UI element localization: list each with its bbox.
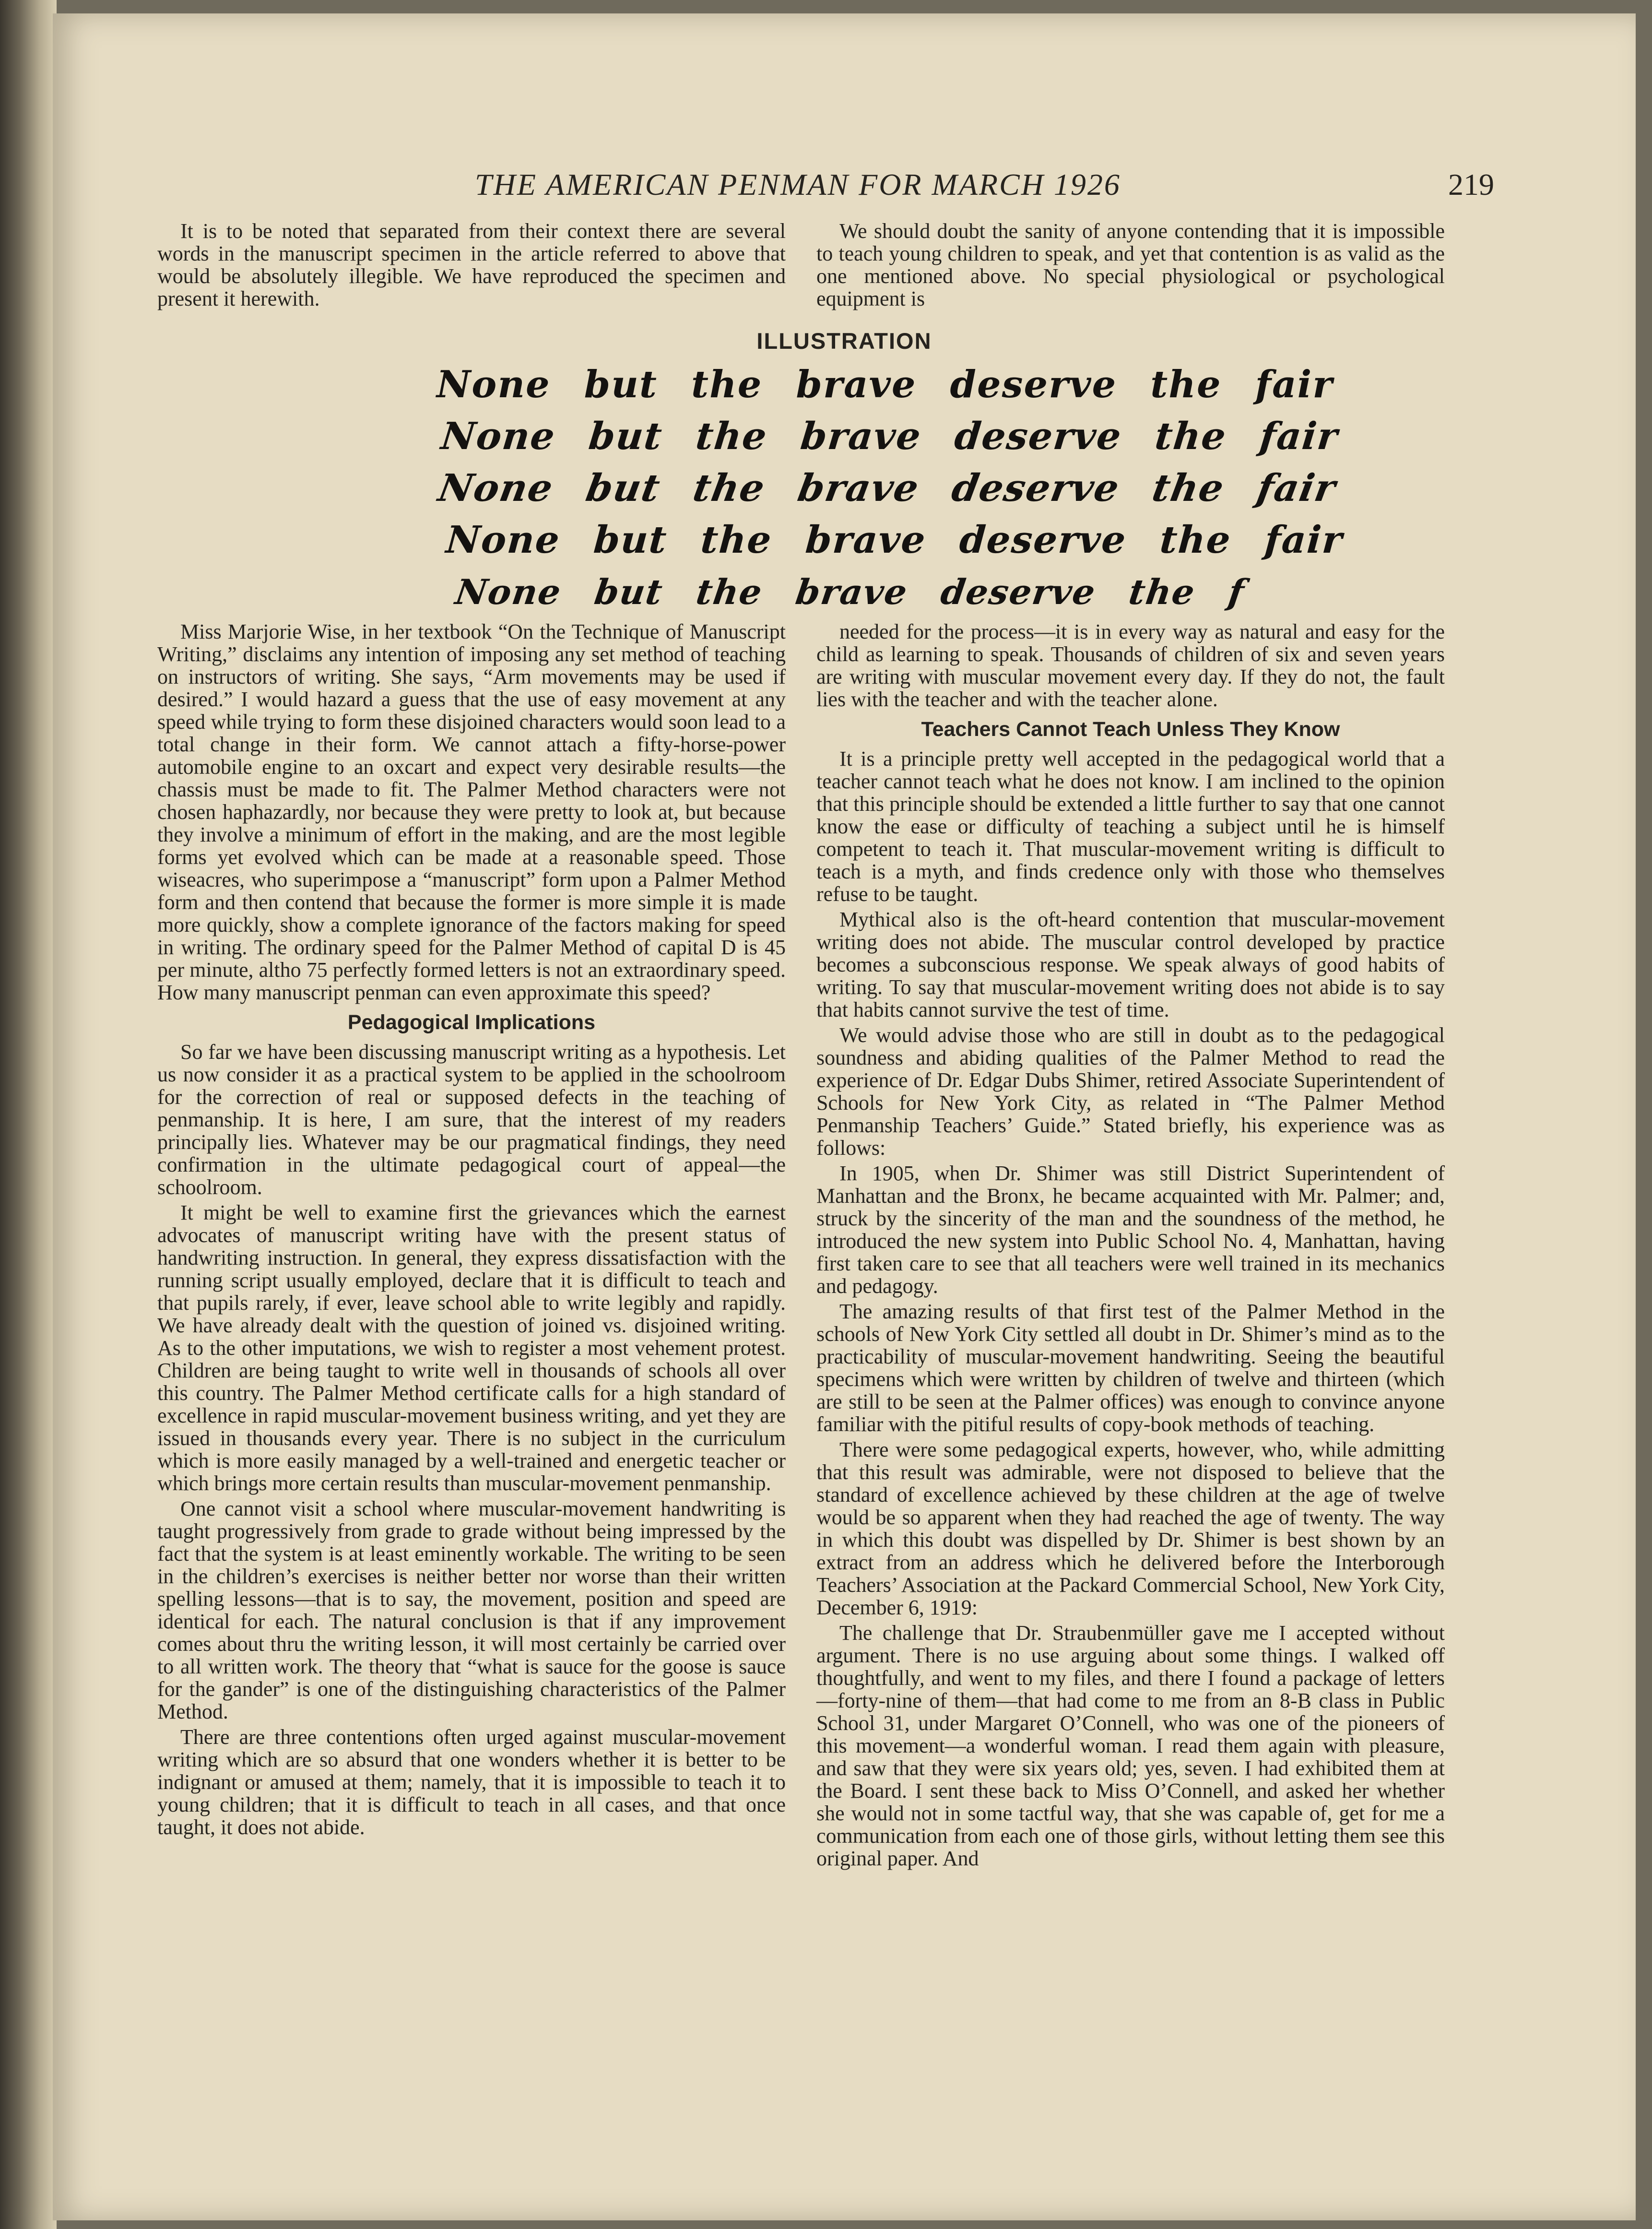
section-heading-teachers-cannot-teach: Teachers Cannot Teach Unless They Know xyxy=(921,718,1340,741)
intro-left-column xyxy=(157,220,786,313)
page-number: 219 xyxy=(1448,167,1494,202)
right-paragraph-7: There were some pedagogical experts, however, who, while admitting that this result was admirable, were not disposed to believe that the standard of excellence achieved by these children at the age of twelve would be so apparent when they had reached the age of twenty. The way in which this doubt was dispelled by Dr. Shimer is best shown by an extract from an address which he delivered before the Interborough Teachers’ Association at the Packard Commercial School, New York City, December 6, 1919: xyxy=(816,1438,1445,1619)
specimen-word: deserve xyxy=(938,571,1099,612)
intro-left-paragraph: It is to be noted that separated from their context there are several words in the manuscript specimen in the article referred to above that would be absolutely illegible. We have reproduced the specimen and present it herewith. xyxy=(157,219,786,310)
specimen-line xyxy=(437,359,1333,411)
specimen-word: fair xyxy=(1257,415,1341,458)
left-column xyxy=(157,620,786,1841)
right-paragraph-6: The amazing results of that first test of the Palmer Method in the schools of New York City settled all doubt in Dr. Shimer’s mind as to the practicability of muscular-movement handwriting. Seeing the beautiful specimens which were written by children of twelve and thirteen (which are still to be seen at the Palmer offices) was enough to convince anyone familiar with the pitiful results of copy-book methods of teaching. xyxy=(816,1300,1445,1436)
right-paragraph-4: We would advise those who are still in doubt as to the pedagogical soundness and abiding qualities of the Palmer Method to read the experience of Dr. Edgar Dubs Shimer, retired Associate Superintendent of Schools for New York City, as related in “The Palmer Method Penmanship Teachers’ Guide.” Stated briefly, his experience was as follows: xyxy=(816,1023,1445,1160)
specimen-word: brave xyxy=(804,518,928,562)
right-paragraph-2: It is a principle pretty well accepted in the pedagogical world that a teacher cannot teach what he does not know. I am inclined to the opinion that this principle should be extended a little further to say that one cannot know the ease or difficulty of teaching a subject until he is himself competent to teach it. That muscular-movement writing is difficult to teach is a myth, and finds credence only with those who themselves refuse to be taught. xyxy=(816,747,1445,906)
right-paragraph-8: The challenge that Dr. Straubenmüller gave me I accepted without argument. There is no use arguing about some things. I walked off thoughtfully, and went to my files, and there I found a package of letters—forty-nine of them—that had come to me from an 8-B class in Public School 31, under Margaret O’Connell, who was one of the pioneers of this movement—a wonderful woman. I read them again with pleasure, and saw that they were six years old; yes, seven. I had exhibited them at the Board. I sent these back to Miss O’Connell, and asked her whether she would not in some tactful way, that she was capable of, get for me a communication from each one of those girls, without letting them see this original paper. And xyxy=(816,1621,1445,1870)
specimen-word: the xyxy=(690,466,769,510)
section-heading-pedagogical-implications: Pedagogical Implications xyxy=(347,1011,596,1034)
specimen-word: the xyxy=(1126,571,1198,612)
specimen-word: f xyxy=(1226,571,1248,612)
specimen-word: deserve xyxy=(952,415,1124,458)
specimen-word: brave xyxy=(798,415,924,458)
specimen-word: but xyxy=(582,466,664,510)
specimen-word: None xyxy=(435,466,557,510)
specimen-word: fair xyxy=(1255,363,1333,406)
specimen-word: None xyxy=(439,415,558,458)
intro-right-paragraph: We should doubt the sanity of anyone contending that it is impossible to teach young children to speak, and yet that contention is as valid as the one mentioned above. No special physiological or psychological equipment is xyxy=(816,219,1445,310)
specimen-word: None xyxy=(437,363,551,406)
specimen-word: but xyxy=(592,571,666,612)
specimen-line xyxy=(433,566,1327,618)
specimen-line xyxy=(432,462,1340,514)
specimen-word: the xyxy=(1158,518,1233,562)
specimen-word: deserve xyxy=(958,518,1128,562)
specimen-word: the xyxy=(699,518,774,562)
left-paragraph-5: There are three contentions often urged against muscular-movement writing which are so absurd that one wonders whether it is better to be indignant or amused at them; namely, that it is impossible to teach it to young children; that it is difficult to teach in all cases, and that once taught, it does not abide. xyxy=(157,1725,786,1839)
illustration-heading: ILLUSTRATION xyxy=(756,328,932,354)
specimen-line xyxy=(435,514,1345,566)
right-paragraph-1: needed for the process—it is in every way as natural and easy for the child as learning to speak. Thousands of children of six and seven years are writing with muscular movement every day. If they do not, the fault lies with the teacher and with the teacher alone. xyxy=(816,620,1445,711)
specimen-word: but xyxy=(584,363,658,406)
page-header xyxy=(53,157,1636,210)
specimen-word: None xyxy=(444,518,562,562)
specimen-line xyxy=(434,411,1341,462)
specimen-word: fair xyxy=(1263,518,1345,562)
specimen-word: but xyxy=(586,415,665,458)
specimen-word: the xyxy=(694,571,766,612)
specimen-word: the xyxy=(694,415,770,458)
magazine-page xyxy=(53,13,1636,2220)
specimen-word: the xyxy=(691,363,763,406)
specimen-word: the xyxy=(1150,363,1222,406)
left-paragraph-4: One cannot visit a school where muscular-movement handwriting is taught progressively from grade to grade without being impressed by the fact that the system is at least eminently workable. The writing to be seen in the children’s exercises is neither better nor worse than their written spelling lessons—that is to say, the movement, position and speed are identical for each. The natural conclusion is that if any improvement comes about thru the writing lesson, it will most certainly be carried over to all written work. The theory that “what is sauce for the goose is sauce for the gander” is one of the distinguishing characteristics of the Palmer Method. xyxy=(157,1497,786,1723)
specimen-word: fair xyxy=(1253,466,1340,510)
specimen-word: deserve xyxy=(950,363,1117,406)
specimen-word: None xyxy=(453,571,565,612)
intro-right-column xyxy=(816,220,1445,313)
right-paragraph-3: Mythical also is the oft-heard contention that muscular-movement writing does not abide. The muscular control developed by practice becomes a subconscious response. We speak always of good habits of writing. To say that muscular-movement writing does not abide is to say that habits cannot survive the test of time. xyxy=(816,908,1445,1021)
left-paragraph-1: Miss Marjorie Wise, in her textbook “On the Technique of Manuscript Writing,” disclaims any intention of imposing any set method of teaching on instructors of writing. She says, “Arm movements may be used if desired.” I would hazard a guess that the use of easy movement at any speed while trying to form these disjoined characters would soon lead to a total change in their form. We cannot attach a fifty-horse-power automobile engine to an oxcart and expect very desirable results—the chassis must be made to fit. The Palmer Method characters were not chosen haphazardly, nor because they were pretty to look at, but because they involve a minimum of effort in the making, and are the most legible forms yet evolved which can be made at a reasonable speed. Those wiseacres, who superimpose a “manuscript” form upon a Palmer Method form and then contend that because the former is more simple it is made more quickly, show a complete ignorance of the factors making for speed in writing. The ordinary speed for the Palmer Method of capital D is 45 per minute, altho 75 perfectly formed letters is not an extraordinary speed. How many manuscript penman can even approximate this speed? xyxy=(157,620,786,1004)
right-paragraph-5: In 1905, when Dr. Shimer was still District Superintendent of Manhattan and the Bronx, he became acquainted with Mr. Palmer; and, struck by the sincerity of the man and the soundness of the method, he introduced the new system into Public School No. 4, Manhattan, having first taken care to see that all teachers were well trained in its mechanics and pedagogy. xyxy=(816,1162,1445,1298)
specimen-word: brave xyxy=(796,363,917,406)
book-binding-edge xyxy=(0,0,57,2229)
specimen-word: brave xyxy=(794,466,923,510)
specimen-word: the xyxy=(1153,415,1229,458)
left-paragraph-2: So far we have been discussing manuscript writing as a hypothesis. Let us now consider it as a practical system to be applied in the schoolroom for the correction of real or supposed defects in the teaching of penmanship. It is here, I am sure, that the interest of my readers principally lies. Whatever may be our pragmatical findings, they need confirmation in the ultimate pedagogical court of appeal—the schoolroom. xyxy=(157,1040,786,1199)
specimen-word: deserve xyxy=(948,466,1123,510)
right-column xyxy=(816,620,1445,1873)
specimen-word: but xyxy=(592,518,669,562)
handwriting-specimen xyxy=(435,359,1345,618)
left-paragraph-3: It might be well to examine first the grievances which the earnest advocates of manuscript writing have with the present status of handwriting instruction. In general, they express dissatisfaction with the running script usually employed, declare that it is difficult to teach and that pupils rarely, if ever, leave school able to write legibly and rapidly. We have already dealt with the question of joined vs. disjoined writing. As to the other imputations, we wish to register a most vehement protest. Children are being taught to write well in thousands of schools all over this country. The Palmer Method certificate calls for a high standard of excellence in rapid muscular-movement business writing, and yet they are issued in thousands every year. There is no subject in the curriculum which is more easily managed by a well-trained and energetic teacher or which brings more certain results than muscular-movement penmanship. xyxy=(157,1201,786,1495)
running-title: THE AMERICAN PENMAN FOR MARCH 1926 xyxy=(475,167,1121,202)
specimen-word: brave xyxy=(793,571,910,612)
specimen-word: the xyxy=(1149,466,1228,510)
